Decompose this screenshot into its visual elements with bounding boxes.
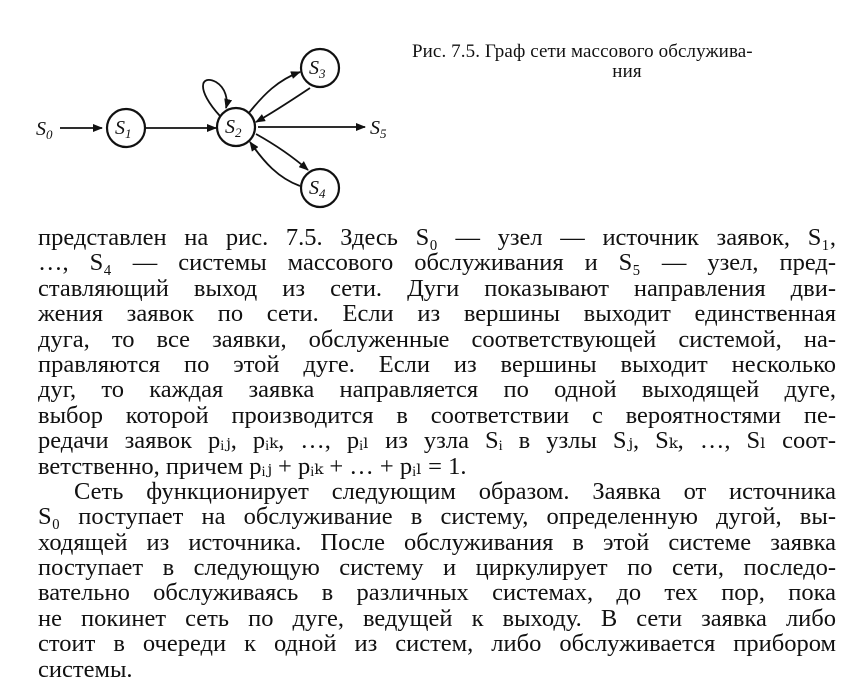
arc-s4-s2	[250, 142, 300, 186]
figure-caption	[412, 42, 842, 82]
text-line: ходящей из источника. После обслуживания в этой системе заявка	[38, 528, 836, 556]
node-s4-subscript: 4	[319, 186, 326, 201]
text-line: ставляющий выход из сети. Дуги показывают направления дви-	[38, 274, 836, 302]
arc-s3-s2	[256, 88, 310, 122]
node-s2-letter: S	[225, 116, 235, 138]
text-line: представлен на рис. 7.5. Здесь S₀ — узел — источник заявок, S₁,	[38, 224, 836, 251]
node-s1-letter: S	[115, 117, 125, 139]
arc-s2-self-loop	[203, 80, 227, 116]
node-s4	[301, 169, 339, 207]
node-s2	[217, 108, 255, 146]
text-line: не покинет сеть по дуге, ведущей к выходу. В сети заявка либо	[38, 604, 836, 632]
text-line: выбор которой производится в соответствии с вероятностями пе-	[38, 401, 836, 429]
node-s3	[301, 49, 339, 87]
text-line: поступает в следующую систему и циркулирует по сети, последо-	[38, 554, 836, 582]
node-s3-letter: S	[309, 57, 319, 79]
network-graph-figure	[20, 30, 400, 215]
text-line: правляются по этой дуге. Если из вершины выходит несколько	[38, 350, 836, 378]
figure-caption-line-1: Рис. 7.5. Граф сети массового обслужива-	[412, 41, 753, 62]
body-text	[38, 225, 836, 682]
exit-subscript: 5	[380, 126, 387, 141]
paragraph-1	[38, 225, 836, 479]
node-s3-subscript: 3	[319, 66, 326, 81]
exit-letter: S	[370, 117, 380, 139]
node-s2-subscript: 2	[235, 125, 242, 140]
text-line: ветственно, причем pᵢⱼ + pᵢₖ + … + pᵢₗ = 1.	[38, 452, 467, 480]
source-letter: S	[36, 118, 46, 140]
text-line: дуг, то каждая заявка направляется по одной выходящей дуге,	[38, 376, 836, 404]
node-s1	[107, 109, 145, 147]
text-line: Сеть функционирует следующим образом. Заявка от источника	[74, 477, 836, 505]
text-line: редачи заявок pᵢⱼ, pᵢₖ, …, pᵢₗ из узла Sᵢ в узлы Sⱼ, Sₖ, …, Sₗ соот-	[38, 427, 836, 455]
text-line: жения заявок по сети. Если из вершины выходит единственная	[38, 300, 836, 328]
exit-node-label	[370, 117, 387, 141]
text-line: …, S₄ — системы массового обслуживания и S₅ — узел, пред-	[38, 249, 836, 277]
source-node-label	[36, 118, 53, 142]
text-line: дуга, то все заявки, обслуженные соответствующей системой, на-	[38, 325, 836, 353]
arc-s2-s3	[248, 72, 300, 114]
node-s4-letter: S	[309, 177, 319, 199]
text-line: вательно обслуживаясь в различных системах, до тех пор, пока	[38, 579, 836, 607]
source-subscript: 0	[46, 127, 53, 142]
paragraph-2	[38, 479, 836, 682]
text-line: стоит в очереди к одной из систем, либо обслуживается прибором	[38, 630, 836, 658]
node-s1-subscript: 1	[125, 126, 132, 141]
text-line: системы.	[38, 655, 133, 683]
text-line: S₀ поступает на обслуживание в систему, определенную дугой, вы-	[38, 503, 836, 531]
arc-s2-s4	[256, 134, 308, 170]
figure-caption-line-2: ния	[612, 61, 642, 82]
